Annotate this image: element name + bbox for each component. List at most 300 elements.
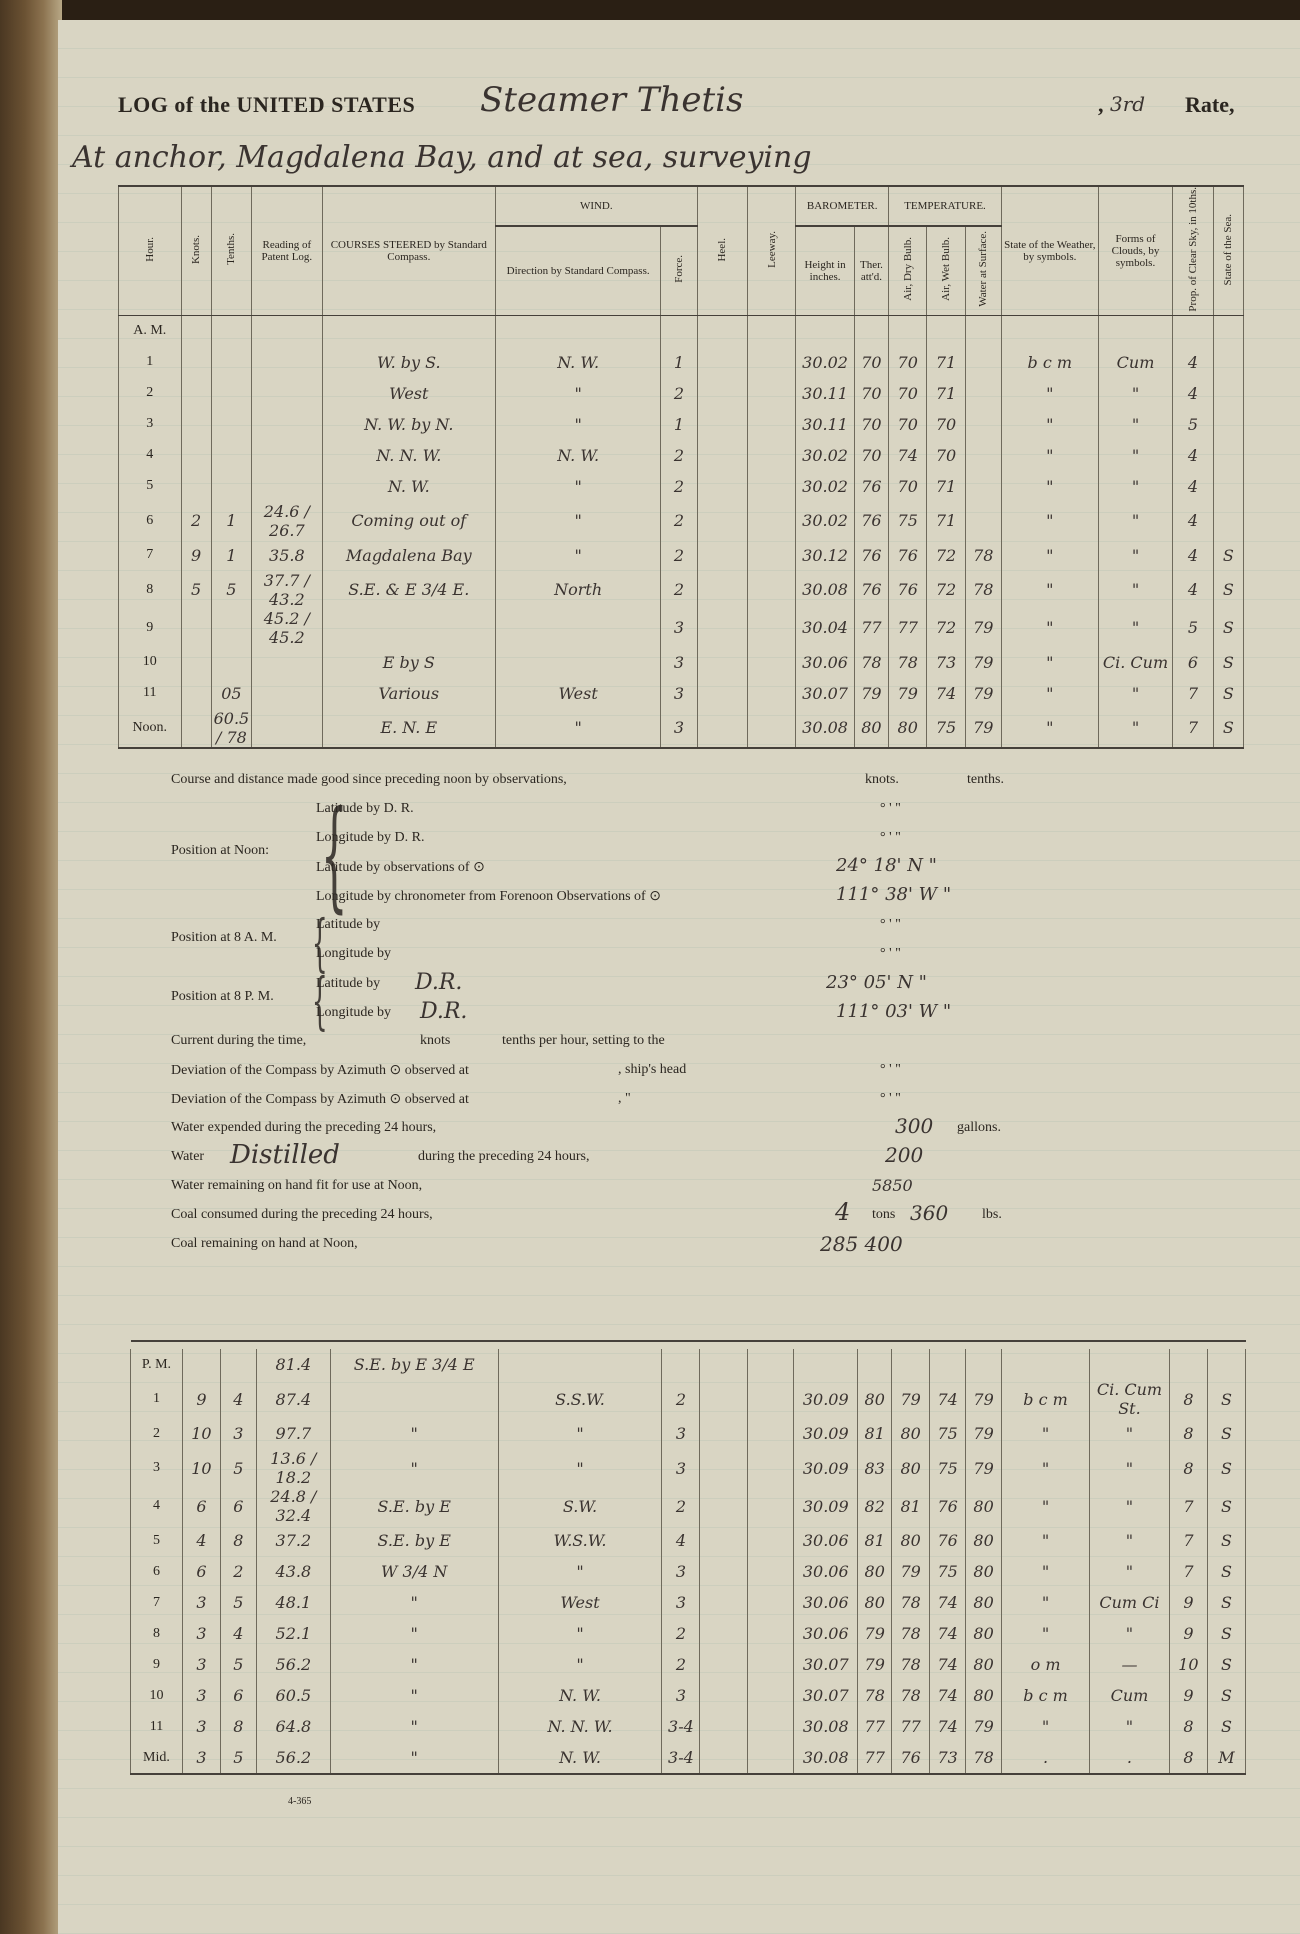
- cell-course: Various: [322, 678, 495, 709]
- cell-tenths: [220, 1349, 256, 1380]
- cell-heel: [700, 1680, 748, 1711]
- noon-brace: {: [320, 786, 348, 925]
- cell-clouds: [1089, 1349, 1169, 1380]
- cell-force: 3: [662, 1418, 700, 1449]
- lat-dr-value: ° ' ": [880, 801, 901, 816]
- cell-force: 3: [661, 609, 697, 647]
- col-knots: Knots.: [190, 234, 203, 264]
- cell-knots: 9: [182, 1380, 220, 1418]
- cell-knots: [181, 709, 211, 748]
- cell-tenths: [211, 471, 251, 502]
- col-force: Force.: [672, 255, 685, 284]
- cell-weather: [1001, 315, 1098, 347]
- cell-wet: 73: [927, 647, 965, 678]
- cell-wind: N. W.: [495, 347, 660, 378]
- cell-wet: [930, 1349, 966, 1380]
- lat-dr-label: Latitude by D. R.: [316, 801, 414, 816]
- cell-knots: 9: [181, 540, 211, 571]
- cell-wind: [495, 609, 660, 647]
- cell-hour: 4: [119, 440, 182, 471]
- cell-hour: 4: [131, 1487, 183, 1525]
- cell-tenths: 5: [220, 1649, 256, 1680]
- cell-clear: 8: [1169, 1742, 1207, 1774]
- cell-leeway: [747, 609, 795, 647]
- cell-wind: S.S.W.: [498, 1380, 662, 1418]
- cell-knots: [181, 378, 211, 409]
- cell-tenths: 4: [220, 1380, 256, 1418]
- col-dry-bulb: Air, Dry Bulb.: [901, 237, 914, 302]
- cell-leeway: [747, 378, 795, 409]
- cell-heel: [697, 315, 747, 347]
- cell-course: ": [330, 1449, 498, 1487]
- cell-weather: ": [1001, 678, 1098, 709]
- cell-heel: [700, 1487, 748, 1525]
- cell-baro: 30.08: [796, 571, 854, 609]
- cell-baro: 30.07: [794, 1680, 858, 1711]
- cell-weather: ": [1002, 1618, 1090, 1649]
- cell-weather: ": [1002, 1418, 1090, 1449]
- cell-heel: [700, 1556, 748, 1587]
- cell-knots: 2: [181, 502, 211, 540]
- cell-force: 2: [661, 440, 697, 471]
- cell-clouds: ": [1098, 571, 1173, 609]
- cell-dry: 78: [892, 1587, 930, 1618]
- cell-sea: S: [1213, 609, 1243, 647]
- cell-clouds: ": [1098, 540, 1173, 571]
- cell-ther: 76: [854, 471, 888, 502]
- cell-sea: M: [1207, 1742, 1245, 1774]
- cell-force: 4: [662, 1525, 700, 1556]
- cell-tenths: 5: [211, 571, 251, 609]
- cell-wind: ": [495, 709, 660, 748]
- cell-clouds: ": [1089, 1487, 1169, 1525]
- cell-log: 24.6 / 26.7: [252, 502, 323, 540]
- cell-dry: 70: [889, 378, 927, 409]
- cell-leeway: [747, 502, 795, 540]
- form-number: 4-365: [288, 1796, 312, 1807]
- cell-wind: [495, 647, 660, 678]
- cell-course: ": [330, 1587, 498, 1618]
- cell-weather: b c m: [1002, 1680, 1090, 1711]
- log-row: [119, 709, 1244, 748]
- cell-hour: 2: [119, 378, 182, 409]
- cell-wet: 75: [930, 1449, 966, 1487]
- cell-water: 78: [965, 540, 1001, 571]
- cell-weather: ": [1001, 502, 1098, 540]
- cell-wind: West: [498, 1587, 662, 1618]
- rate-label: Rate,: [1185, 92, 1235, 117]
- cell-baro: 30.07: [794, 1649, 858, 1680]
- cell-ther: 70: [854, 347, 888, 378]
- cell-clouds: ": [1089, 1449, 1169, 1487]
- cell-clear: 9: [1169, 1587, 1207, 1618]
- cell-course: ": [330, 1618, 498, 1649]
- cell-log: 81.4: [256, 1349, 330, 1380]
- cell-course: Magdalena Bay: [322, 540, 495, 571]
- lbs-label: lbs.: [982, 1207, 1002, 1222]
- cell-heel: [700, 1742, 748, 1774]
- cell-leeway: [747, 709, 795, 748]
- cell-tenths: 6: [220, 1487, 256, 1525]
- deviation-1-value: ° ' ": [880, 1062, 901, 1077]
- cell-wind: ": [495, 471, 660, 502]
- cell-dry: 78: [889, 647, 927, 678]
- cell-clouds: ": [1098, 609, 1173, 647]
- cell-clear: 8: [1169, 1711, 1207, 1742]
- cell-wind: ": [495, 409, 660, 440]
- cell-water: [966, 1349, 1002, 1380]
- log-row: [131, 1525, 1246, 1556]
- cell-dry: [889, 315, 927, 347]
- cell-sea: S: [1213, 709, 1243, 748]
- cell-leeway: [747, 647, 795, 678]
- water-expended-label: Water expended during the preceding 24 hours,: [171, 1120, 437, 1135]
- cell-knots: [181, 409, 211, 440]
- cell-force: 3: [662, 1587, 700, 1618]
- cell-ther: 83: [858, 1449, 892, 1487]
- lat-8pm-label: Latitude by: [316, 976, 381, 991]
- cell-clouds: —: [1089, 1649, 1169, 1680]
- cell-wet: 71: [927, 471, 965, 502]
- cell-log: [252, 315, 323, 347]
- cell-force: [662, 1349, 700, 1380]
- gallons-label: gallons.: [957, 1120, 1001, 1135]
- cell-hour: 6: [131, 1556, 183, 1587]
- cell-baro: 30.02: [796, 471, 854, 502]
- cell-wind: ": [498, 1449, 662, 1487]
- cell-tenths: 60.5 / 78: [211, 709, 251, 748]
- cell-log: 64.8: [256, 1711, 330, 1742]
- water-distilled: Distilled: [230, 1140, 340, 1170]
- col-leeway: Leeway.: [765, 230, 778, 268]
- current-label: Current during the time,: [171, 1033, 307, 1048]
- cell-wet: 74: [930, 1380, 966, 1418]
- lon-dr-value: ° ' ": [880, 830, 901, 845]
- cell-tenths: 3: [220, 1418, 256, 1449]
- cell-tenths: 5: [220, 1449, 256, 1487]
- log-row: [119, 609, 1244, 647]
- cell-wind: N. W.: [498, 1742, 662, 1774]
- cell-log: 45.2 / 45.2: [252, 609, 323, 647]
- cell-wind: N. W.: [495, 440, 660, 471]
- cell-log: [252, 647, 323, 678]
- cell-log: 37.7 / 43.2: [252, 571, 323, 609]
- cell-sea: S: [1207, 1418, 1245, 1449]
- cell-water: [965, 471, 1001, 502]
- cell-weather: ": [1002, 1556, 1090, 1587]
- cell-wind: North: [495, 571, 660, 609]
- deviation-1-head: , ship's head: [618, 1062, 687, 1077]
- cell-water: 79: [966, 1380, 1002, 1418]
- cell-baro: [794, 1349, 858, 1380]
- cell-tenths: 8: [220, 1711, 256, 1742]
- cell-wind: N. N. W.: [498, 1711, 662, 1742]
- coal-consumed-tons: 4: [835, 1198, 851, 1226]
- cell-clear: 7: [1173, 678, 1213, 709]
- cell-leeway: [748, 1680, 794, 1711]
- cell-dry: 80: [892, 1525, 930, 1556]
- cell-wet: 76: [930, 1487, 966, 1525]
- pm-log-table: [130, 1340, 1246, 1775]
- cell-ther: 81: [858, 1525, 892, 1556]
- cell-tenths: 8: [220, 1525, 256, 1556]
- cell-baro: 30.06: [794, 1525, 858, 1556]
- cell-water: 79: [965, 709, 1001, 748]
- position-8am-label: Position at 8 A. M.: [171, 930, 277, 945]
- cell-wind: ": [495, 378, 660, 409]
- cell-force: 2: [661, 378, 697, 409]
- col-temperature: TEMPERATURE.: [889, 186, 1002, 226]
- col-height: Height in inches.: [796, 226, 854, 315]
- cell-clouds: .: [1089, 1742, 1169, 1774]
- cell-tenths: 5: [220, 1587, 256, 1618]
- cell-ther: 81: [858, 1418, 892, 1449]
- cell-log: 97.7: [256, 1418, 330, 1449]
- cell-knots: [181, 609, 211, 647]
- cell-leeway: [748, 1711, 794, 1742]
- cell-dry: 70: [889, 471, 927, 502]
- cell-clouds: ": [1089, 1525, 1169, 1556]
- location-line: At anchor, Magdalena Bay, and at sea, surveying: [72, 140, 812, 175]
- cell-course: S.E. & E 3/4 E.: [322, 571, 495, 609]
- cell-weather: b c m: [1001, 347, 1098, 378]
- lat-8pm-value: 23° 05' N ": [826, 972, 927, 993]
- cell-clouds: Ci. Cum St.: [1089, 1380, 1169, 1418]
- cell-weather: [1002, 1349, 1090, 1380]
- cell-log: 35.8: [252, 540, 323, 571]
- cell-course: ": [330, 1742, 498, 1774]
- log-row: [131, 1449, 1246, 1487]
- log-row: [131, 1680, 1246, 1711]
- cell-log: 60.5: [256, 1680, 330, 1711]
- coal-consumed-label: Coal consumed during the preceding 24 hours,: [171, 1207, 433, 1222]
- cell-wet: 73: [930, 1742, 966, 1774]
- deviation-2-value: ° ' ": [880, 1091, 901, 1106]
- cell-dry: 81: [892, 1487, 930, 1525]
- cell-knots: 3: [182, 1680, 220, 1711]
- cell-force: 3: [662, 1556, 700, 1587]
- cell-heel: [697, 571, 747, 609]
- cell-baro: 30.02: [796, 440, 854, 471]
- cell-sea: S: [1207, 1449, 1245, 1487]
- cell-ther: 77: [858, 1742, 892, 1774]
- cell-heel: [697, 471, 747, 502]
- cell-leeway: [748, 1349, 794, 1380]
- cell-wind: ": [498, 1618, 662, 1649]
- cell-wet: 74: [930, 1711, 966, 1742]
- cell-clear: 7: [1169, 1487, 1207, 1525]
- cell-water: 79: [965, 609, 1001, 647]
- cell-clear: 7: [1169, 1525, 1207, 1556]
- cell-clear: 6: [1173, 647, 1213, 678]
- cell-knots: [181, 347, 211, 378]
- cell-clouds: Cum: [1098, 347, 1173, 378]
- log-row: [119, 440, 1244, 471]
- cell-hour: 5: [119, 471, 182, 502]
- cell-heel: [697, 378, 747, 409]
- cell-wind: W.S.W.: [498, 1525, 662, 1556]
- col-sea: State of the Sea.: [1222, 213, 1235, 286]
- cell-baro: 30.07: [796, 678, 854, 709]
- cell-tenths: [211, 378, 251, 409]
- log-row: [131, 1587, 1246, 1618]
- cell-sea: S: [1207, 1380, 1245, 1418]
- position-noon-label: Position at Noon:: [171, 843, 270, 858]
- cell-baro: 30.11: [796, 409, 854, 440]
- cell-force: 2: [662, 1618, 700, 1649]
- cell-weather: b c m: [1002, 1380, 1090, 1418]
- cell-wet: 76: [930, 1525, 966, 1556]
- cell-log: [252, 347, 323, 378]
- cell-heel: [700, 1418, 748, 1449]
- cell-water: [965, 315, 1001, 347]
- cell-tenths: [211, 647, 251, 678]
- cell-water: 80: [966, 1680, 1002, 1711]
- cell-ther: 76: [854, 571, 888, 609]
- log-row: [119, 540, 1244, 571]
- lat-obs-value: 24° 18' N ": [836, 855, 937, 876]
- col-hour: Hour.: [143, 236, 156, 262]
- cell-leeway: [748, 1380, 794, 1418]
- cell-course: W. by S.: [322, 347, 495, 378]
- log-row: [131, 1711, 1246, 1742]
- cell-weather: .: [1002, 1742, 1090, 1774]
- lat-8am-label: Latitude by: [316, 917, 381, 932]
- cell-heel: [697, 502, 747, 540]
- cell-ther: 70: [854, 440, 888, 471]
- cell-dry: 76: [889, 540, 927, 571]
- cell-log: 52.1: [256, 1618, 330, 1649]
- cell-course: ": [330, 1649, 498, 1680]
- cell-leeway: [747, 571, 795, 609]
- cell-leeway: [748, 1587, 794, 1618]
- cell-hour: Noon.: [119, 709, 182, 748]
- cell-wet: 74: [930, 1649, 966, 1680]
- cell-wet: 70: [927, 440, 965, 471]
- cell-ther: [854, 315, 888, 347]
- cell-clouds: ": [1098, 440, 1173, 471]
- cell-wet: [927, 315, 965, 347]
- cell-water: [965, 347, 1001, 378]
- cell-knots: 5: [181, 571, 211, 609]
- cell-knots: [181, 471, 211, 502]
- cell-course: N. W.: [322, 471, 495, 502]
- cell-leeway: [747, 315, 795, 347]
- cell-heel: [700, 1649, 748, 1680]
- cell-clear: 7: [1169, 1556, 1207, 1587]
- lon-8am-label: Longitude by: [316, 946, 392, 961]
- cell-ther: 80: [858, 1587, 892, 1618]
- cell-ther: 80: [858, 1380, 892, 1418]
- cell-baro: 30.09: [794, 1487, 858, 1525]
- water-remaining-value: 5850: [872, 1176, 913, 1195]
- cell-knots: [182, 1349, 220, 1380]
- cell-force: 3: [661, 647, 697, 678]
- cell-weather: ": [1002, 1711, 1090, 1742]
- cell-wet: 74: [930, 1618, 966, 1649]
- cell-ther: [858, 1349, 892, 1380]
- cell-ther: 70: [854, 378, 888, 409]
- cell-knots: [181, 315, 211, 347]
- cell-hour: 5: [131, 1525, 183, 1556]
- cell-hour: 7: [119, 540, 182, 571]
- water-remaining-label: Water remaining on hand fit for use at Noon,: [171, 1178, 423, 1193]
- log-row: [131, 1618, 1246, 1649]
- cell-baro: 30.02: [796, 347, 854, 378]
- cell-tenths: 1: [211, 540, 251, 571]
- cell-heel: [700, 1587, 748, 1618]
- cell-weather: ": [1001, 709, 1098, 748]
- cell-clouds: ": [1098, 502, 1173, 540]
- cell-wind: [498, 1349, 662, 1380]
- cell-heel: [700, 1525, 748, 1556]
- cell-sea: [1213, 502, 1243, 540]
- cell-log: 48.1: [256, 1587, 330, 1618]
- cell-clear: 5: [1173, 609, 1213, 647]
- lat-8am-value: ° ' ": [880, 917, 901, 932]
- cell-hour: 3: [131, 1449, 183, 1487]
- cell-dry: [892, 1349, 930, 1380]
- cell-water: 79: [966, 1418, 1002, 1449]
- cell-wet: 71: [927, 502, 965, 540]
- cell-ther: 79: [858, 1649, 892, 1680]
- cell-knots: [181, 440, 211, 471]
- col-water-surface: Water at Surface.: [977, 231, 990, 308]
- course-distance-label: Course and distance made good since preceding noon by observations,: [171, 772, 567, 787]
- cell-sea: S: [1213, 540, 1243, 571]
- cell-weather: ": [1001, 378, 1098, 409]
- cell-force: 2: [661, 471, 697, 502]
- cell-force: 3: [662, 1449, 700, 1487]
- cell-wet: 75: [930, 1418, 966, 1449]
- cell-hour: 3: [119, 409, 182, 440]
- cell-log: [252, 678, 323, 709]
- cell-hour: 10: [119, 647, 182, 678]
- cell-force: 3-4: [662, 1711, 700, 1742]
- cell-leeway: [747, 471, 795, 502]
- cell-water: 79: [966, 1449, 1002, 1487]
- deviation-1-label: Deviation of the Compass by Azimuth ⊙ observed at: [171, 1063, 469, 1078]
- cell-weather: ": [1001, 647, 1098, 678]
- cell-wind: N. W.: [498, 1680, 662, 1711]
- cell-water: 80: [966, 1587, 1002, 1618]
- cell-tenths: [211, 315, 251, 347]
- cell-clear: 4: [1173, 440, 1213, 471]
- col-barometer: BAROMETER.: [796, 186, 889, 226]
- log-row: [119, 315, 1244, 347]
- lon-8pm-label: Longitude by: [316, 1005, 392, 1020]
- cell-sea: S: [1213, 571, 1243, 609]
- cell-knots: 10: [182, 1418, 220, 1449]
- cell-force: 3: [661, 678, 697, 709]
- cell-course: N. N. W.: [322, 440, 495, 471]
- cell-baro: 30.08: [796, 709, 854, 748]
- cell-weather: ": [1001, 440, 1098, 471]
- cell-leeway: [748, 1418, 794, 1449]
- col-clear-sky: Prop. of Clear Sky, in 10ths.: [1186, 187, 1199, 312]
- col-wet-bulb: Air, Wet Bulb.: [940, 237, 952, 302]
- cell-clouds: ": [1089, 1711, 1169, 1742]
- cell-water: [965, 502, 1001, 540]
- cell-baro: 30.08: [794, 1711, 858, 1742]
- cell-clear: 4: [1173, 540, 1213, 571]
- col-heel: Heel.: [716, 237, 729, 262]
- cell-ther: 77: [854, 609, 888, 647]
- cell-baro: 30.08: [794, 1742, 858, 1774]
- water-expended-value: 300: [895, 1114, 934, 1138]
- cell-wet: 70: [927, 409, 965, 440]
- cell-clear: 4: [1173, 378, 1213, 409]
